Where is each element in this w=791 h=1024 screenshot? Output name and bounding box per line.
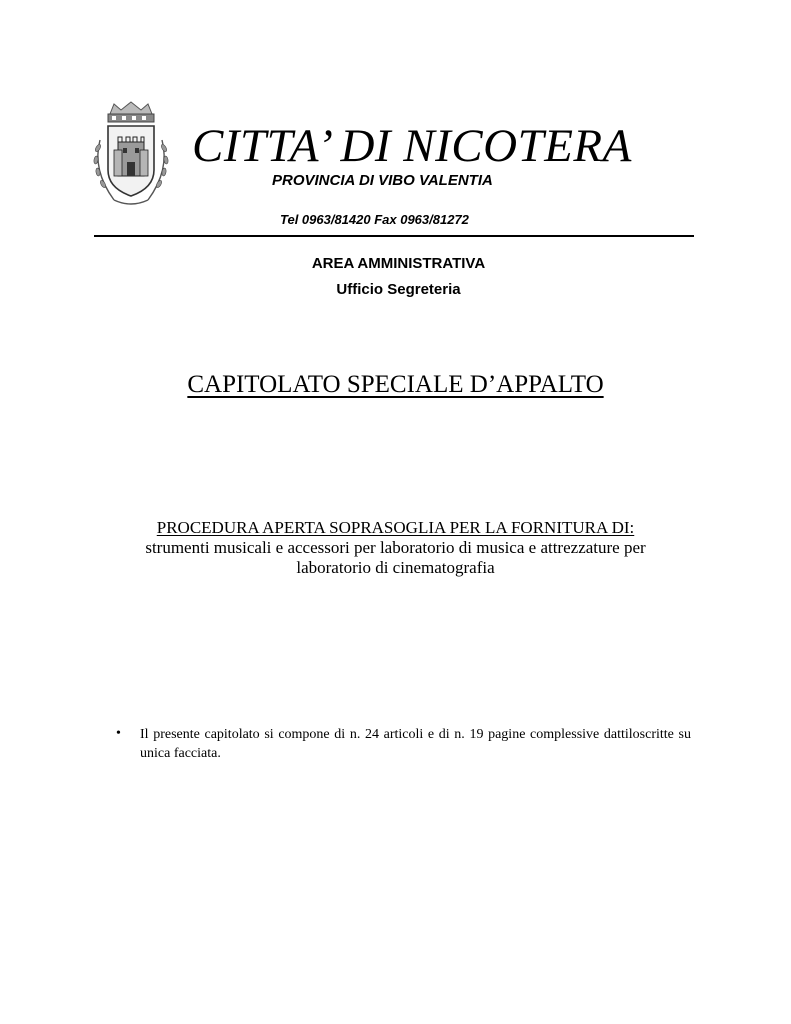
area-heading: AREA AMMINISTRATIVA (311, 255, 486, 272)
bullet-icon: • (116, 726, 121, 741)
procedure-line-2: laboratorio di cinematografia (296, 558, 495, 577)
procedure-heading: PROCEDURA APERTA SOPRASOGLIA PER LA FORNITURA DI: (156, 518, 635, 537)
header-divider (94, 235, 694, 237)
procedure-line-1: strumenti musicali e accessori per laboratorio di musica e attrezzature per (145, 538, 646, 557)
office-heading: Ufficio Segreteria (336, 281, 461, 298)
city-name: CITTA’ DI NICOTERA (192, 120, 632, 172)
document-title-text: CAPITOLATO SPECIALE D’APPALTO (187, 371, 604, 398)
province-name: PROVINCIA DI VIBO VALENTIA (272, 172, 493, 189)
page-count-note: Il presente capitolato si compone di n. 24 articoli e di n. 19 pagine complessive dattiloscritte su unica facciata. (140, 727, 691, 761)
municipal-coat-of-arms-icon (88, 100, 174, 212)
document-title (0, 368, 791, 402)
procedure-description (0, 518, 791, 578)
phone-fax-contacts: Tel 0963/81420 Fax 0963/81272 (280, 212, 469, 227)
